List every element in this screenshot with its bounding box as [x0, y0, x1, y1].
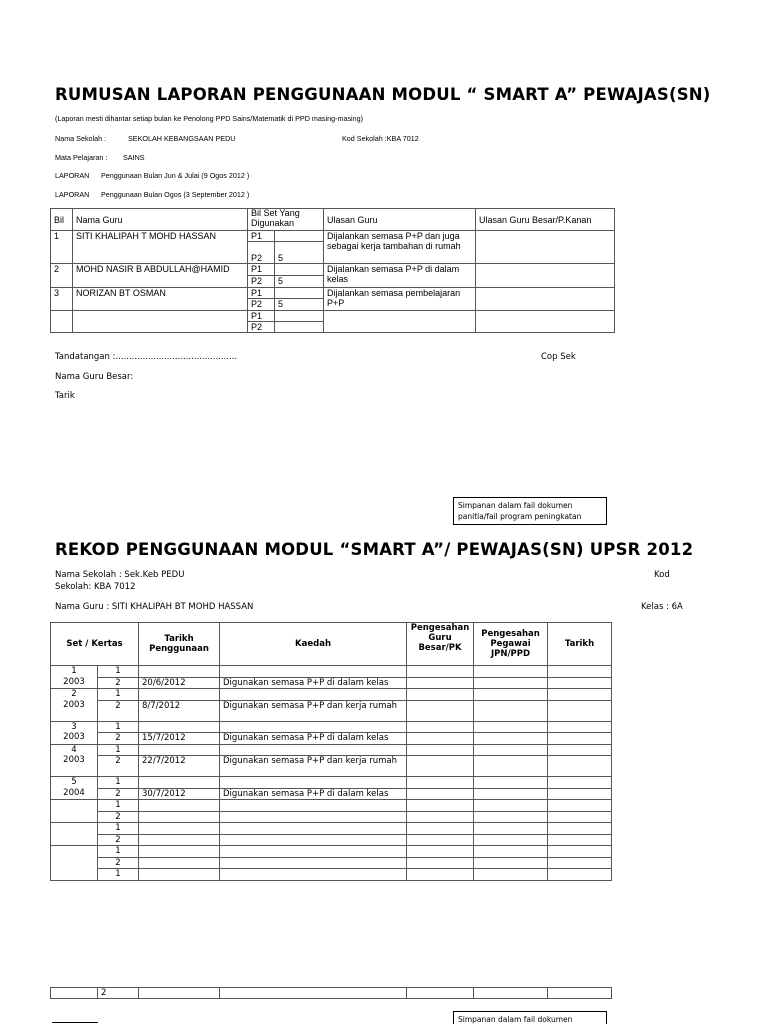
table-row	[51, 231, 615, 242]
tarikh-cell: 22/7/2012	[139, 756, 220, 777]
table-row	[51, 666, 612, 678]
record-school-name: Nama Sekolah : Sek.Keb PEDU	[55, 570, 185, 580]
header-tarikh: Tarikh	[548, 623, 612, 666]
kertas-cell: 2	[98, 788, 139, 800]
kertas-cell: 2	[98, 677, 139, 689]
kertas-cell: 2	[98, 700, 139, 721]
school-stamp-label: Cop Sek	[541, 352, 576, 362]
row-p1-value	[275, 288, 324, 299]
table-row	[51, 311, 615, 322]
header-pengesahan-gb: Pengesahan Guru Besar/PK	[407, 623, 474, 666]
kertas-cell: 2	[98, 811, 139, 823]
record-header-row	[51, 623, 612, 666]
tarikh-cell: 30/7/2012	[139, 788, 220, 800]
date-label: Tarik	[55, 391, 75, 401]
kaedah-cell: Digunakan semasa P+P di dalam kelas	[220, 733, 407, 745]
subject-value: SAINS	[123, 153, 145, 162]
report-period-1-label: LAPORAN	[55, 171, 90, 180]
table-row	[51, 811, 612, 823]
report-period-2-value: Penggunaan Bulan Ogos (3 September 2012 )	[101, 190, 250, 199]
tarikh-cell: 8/7/2012	[139, 700, 220, 721]
row-ulasan-gb	[476, 311, 615, 333]
row-ulasan	[324, 311, 476, 333]
row-ulasan-gb	[476, 288, 615, 311]
row-ulasan: Dijalankan semasa pembelajaran P+P	[324, 288, 476, 311]
school-code: Kod Sekolah :KBA 7012	[342, 134, 419, 143]
record-school-code: Sekolah: KBA 7012	[55, 582, 136, 592]
set-cell: 3 2003	[51, 721, 98, 744]
tarikh-cell: 20/6/2012	[139, 677, 220, 689]
row-bil: 3	[51, 288, 73, 311]
kertas-cell: 1	[98, 689, 139, 701]
row-p1-value	[275, 264, 324, 276]
row-p1: P1	[248, 264, 275, 276]
kaedah-cell: Digunakan semasa P+P dan kerja rumah	[220, 756, 407, 777]
table-row	[51, 857, 612, 869]
divider	[52, 1022, 98, 1023]
row-nama: SITI KHALIPAH T MOHD HASSAN	[73, 231, 248, 264]
row-p2: P2	[248, 276, 275, 288]
kaedah-cell: Digunakan semasa P+P dan kerja rumah	[220, 700, 407, 721]
row-p2-value	[275, 322, 324, 333]
report-period-1-value: Penggunaan Bulan Jun & Julai (9 Ogos 2012 )	[101, 171, 250, 180]
row-p1-value	[275, 231, 324, 242]
kaedah-cell: Digunakan semasa P+P di dalam kelas	[220, 788, 407, 800]
kertas-cell: 1	[98, 823, 139, 835]
table-row	[51, 846, 612, 858]
table-row	[51, 689, 612, 701]
report-note: (Laporan mesti dihantar setiap bulan ke Penolong PPD Sains/Matematik di PPD masing-masing)	[55, 114, 364, 123]
usage-record-table	[50, 622, 612, 881]
table-row	[51, 288, 615, 299]
header-set-kertas: Set / Kertas	[51, 623, 139, 666]
record-code-label: Kod	[654, 570, 670, 580]
signature-line: Tandatangan :.............................................	[55, 352, 238, 362]
row-ulasan-gb	[476, 264, 615, 288]
row-ulasan-gb	[476, 231, 615, 264]
row-p1-value	[275, 311, 324, 322]
kertas-cell: 1	[98, 846, 139, 858]
subject-label: Mata Pelajaran :	[55, 153, 108, 162]
header-pengesahan-pegawai: Pengesahan Pegawai JPN/PPD	[474, 623, 548, 666]
kertas-cell: 1	[98, 666, 139, 678]
row-p1: P1	[248, 231, 275, 242]
row-bil: 2	[51, 264, 73, 288]
kaedah-cell: Digunakan semasa P+P di dalam kelas	[220, 677, 407, 689]
usage-record-table-continued	[50, 987, 612, 999]
row-p1: P1	[248, 311, 275, 322]
table-row	[51, 744, 612, 756]
table-header-row	[51, 209, 615, 231]
table-row	[51, 788, 612, 800]
set-cell: 2 2003	[51, 689, 98, 722]
row-bil: 1	[51, 231, 73, 264]
record-teacher-name: Nama Guru : SITI KHALIPAH BT MOHD HASSAN	[55, 602, 254, 612]
row-p2-value: 5	[275, 242, 324, 264]
report-period-2-label: LAPORAN	[55, 190, 90, 199]
header-tarikh-penggunaan: Tarikh Penggunaan	[139, 623, 220, 666]
table-row	[51, 721, 612, 733]
header-kaedah: Kaedah	[220, 623, 407, 666]
kertas-cell: 2	[98, 733, 139, 745]
record-title: REKOD PENGGUNAAN MODUL “SMART A”/ PEWAJAS(SN) UPSR 2012	[55, 540, 694, 559]
row-nama: NORIZAN BT OSMAN	[73, 288, 248, 311]
kertas-cell: 2	[98, 834, 139, 846]
kertas-cell: 2	[98, 756, 139, 777]
header-bil: Bil	[51, 209, 73, 231]
table-row	[51, 700, 612, 721]
table-row	[51, 988, 612, 999]
set-cell: 1 2003	[51, 666, 98, 689]
header-bil-set: Bil Set Yang Digunakan	[248, 209, 324, 231]
set-cell: 5 2004	[51, 777, 98, 800]
table-row	[51, 800, 612, 812]
table-row	[51, 777, 612, 789]
row-bil	[51, 311, 73, 333]
filing-note-box: Simpanan dalam fail dokumen	[453, 1011, 607, 1024]
table-row	[51, 834, 612, 846]
row-ulasan: Dijalankan semasa P+P dan juga sebagai kerja tambahan di rumah	[324, 231, 476, 264]
kertas-cell: 1	[98, 721, 139, 733]
row-p2: P2	[248, 242, 275, 264]
table-row	[51, 869, 612, 881]
table-row	[51, 756, 612, 777]
row-p2: P2	[248, 322, 275, 333]
table-row	[51, 264, 615, 276]
row-p2: P2	[248, 299, 275, 311]
record-class: Kelas : 6A	[641, 602, 683, 612]
row-p2-value: 5	[275, 276, 324, 288]
header-ulasan-gb: Ulasan Guru Besar/P.Kanan	[476, 209, 615, 231]
report-title: RUMUSAN LAPORAN PENGGUNAAN MODUL “ SMART A” PEWAJAS(SN)	[55, 85, 711, 104]
row-ulasan: Dijalankan semasa P+P di dalam kelas	[324, 264, 476, 288]
school-name-label: Nama Sekolah :	[55, 134, 107, 143]
filing-note-box: Simpanan dalam fail dokumen panitia/fail program peningkatan	[453, 497, 607, 525]
tarikh-cell: 15/7/2012	[139, 733, 220, 745]
set-cell: 4 2003	[51, 744, 98, 777]
table-row	[51, 733, 612, 745]
headmaster-name-label: Nama Guru Besar:	[55, 372, 134, 382]
kertas-cell: 2	[98, 988, 139, 999]
row-p1: P1	[248, 288, 275, 299]
row-nama: MOHD NASIR B ABDULLAH@HAMID	[73, 264, 248, 288]
row-nama	[73, 311, 248, 333]
kertas-cell: 1	[98, 777, 139, 789]
table-row	[51, 823, 612, 835]
kertas-cell: 2	[98, 857, 139, 869]
kertas-cell: 1	[98, 800, 139, 812]
table-row	[51, 677, 612, 689]
usage-summary-table	[50, 208, 615, 333]
kertas-cell: 1	[98, 869, 139, 881]
header-nama-guru: Nama Guru	[73, 209, 248, 231]
row-p2-value: 5	[275, 299, 324, 311]
kertas-cell: 1	[98, 744, 139, 756]
school-name-value: SEKOLAH KEBANGSAAN PEDU	[128, 134, 236, 143]
header-ulasan-guru: Ulasan Guru	[324, 209, 476, 231]
